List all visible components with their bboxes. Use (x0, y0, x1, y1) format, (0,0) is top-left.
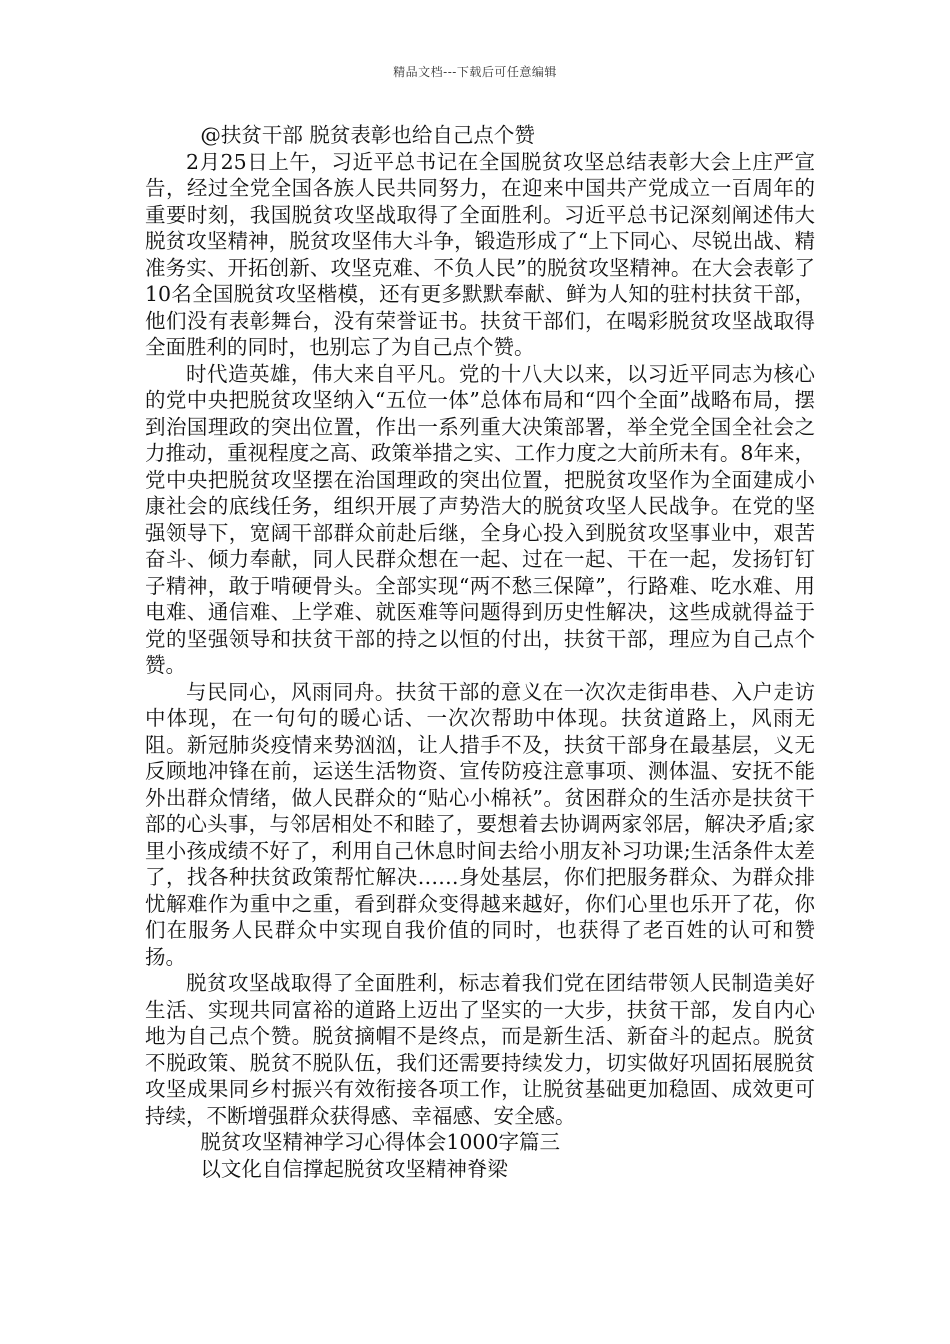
next-section-subheading: 以文化自信撑起脱贫攻坚精神脊梁 (200, 1156, 508, 1181)
next-section-heading: 脱贫攻坚精神学习心得体会1000字篇三 (200, 1130, 561, 1154)
paragraph: 与民同心，风雨同舟。扶贫干部的意义在一次次走街串巷、入户走访中体现，在一句句的暖心话、一次次帮助中体现。扶贫道路上，风雨无阻。新冠肺炎疫情来势汹汹，让人措手不及，扶贫干部身在最基层，义无反顾地冲锋在前，运送生活物资、宣传防疫注意事项、测体温、安抚不能外出群众情绪，做人民群众的“贴心小棉袄”。贫困群众的生活亦是扶贫干部的心头事，与邻居相处不和睦了，要想着去协调两家邻居，解决矛盾;家里小孩成绩不好了，利用自己休息时间去给小朋友补习功课;生活条件太差了，找各种扶贫政策帮忙解决……身处基层，你们把服务群众、为群众排忧解难作为重中之重，看到群众变得越来越好，你们心里也乐开了花，你们在服务人民群众中实现自我价值的同时，也获得了老百姓的认可和赞扬。 (145, 679, 815, 969)
paragraph: 2月25日上午，习近平总书记在全国脱贫攻坚总结表彰大会上庄严宣告，经过全党全国各族人民共同努力，在迎来中国共产党成立一百周年的重要时刻，我国脱贫攻坚战取得了全面胜利。习近平总书记深刻阐述伟大脱贫攻坚精神，脱贫攻坚伟大斗争，锻造形成了“上下同心、尽锐出战、精准务实、开拓创新、攻坚克难、不负人民”的脱贫攻坚精神。在大会表彰了10名全国脱贫攻坚楷模，还有更多默默奉献、鲜为人知的驻村扶贫干部，他们没有表彰舞台，没有荣誉证书。扶贫干部们，在喝彩脱贫攻坚战取得全面胜利的同时，也别忘了为自己点个赞。 (145, 149, 815, 359)
document-body (145, 122, 815, 1182)
paragraph: 时代造英雄，伟大来自平凡。党的十八大以来，以习近平同志为核心的党中央把脱贫攻坚纳入“五位一体”总体布局和“四个全面”战略布局，摆到治国理政的突出位置，作出一系列重大决策部署，举全党全国全社会之力推动，重视程度之高、政策举措之实、工作力度之大前所未有。8年来，党中央把脱贫攻坚摆在治国理政的突出位置，把脱贫攻坚作为全面建成小康社会的底线任务，组织开展了声势浩大的脱贫攻坚人民战争。在党的坚强领导下，宽阔干部群众前赴后继，全身心投入到脱贫攻坚事业中，艰苦奋斗、倾力奉献，同人民群众想在一起、过在一起、干在一起，发扬钉钉子精神，敢于啃硬骨头。全部实现“两不愁三保障”，行路难、吃水难、用电难、通信难、上学难、就医难等问题得到历史性解决，这些成就得益于党的坚强领导和扶贫干部的持之以恒的付出，扶贫干部，理应为自己点个赞。 (145, 361, 815, 677)
page-header: 精品文档---下载后可任意编辑 (393, 65, 557, 79)
article-title: @扶贫干部 脱贫表彰也给自己点个赞 (200, 123, 535, 147)
paragraph: 脱贫攻坚战取得了全面胜利，标志着我们党在团结带领人民制造美好生活、实现共同富裕的道路上迈出了坚实的一大步，扶贫干部，发自内心地为自己点个赞。脱贫摘帽不是终点，而是新生活、新奋斗的起点。脱贫不脱政策、脱贫不脱队伍，我们还需要持续发力，切实做好巩固拓展脱贫攻坚成果同乡村振兴有效衔接各项工作，让脱贫基础更加稳固、成效更可持续，不断增强群众获得感、幸福感、安全感。 (145, 971, 815, 1128)
